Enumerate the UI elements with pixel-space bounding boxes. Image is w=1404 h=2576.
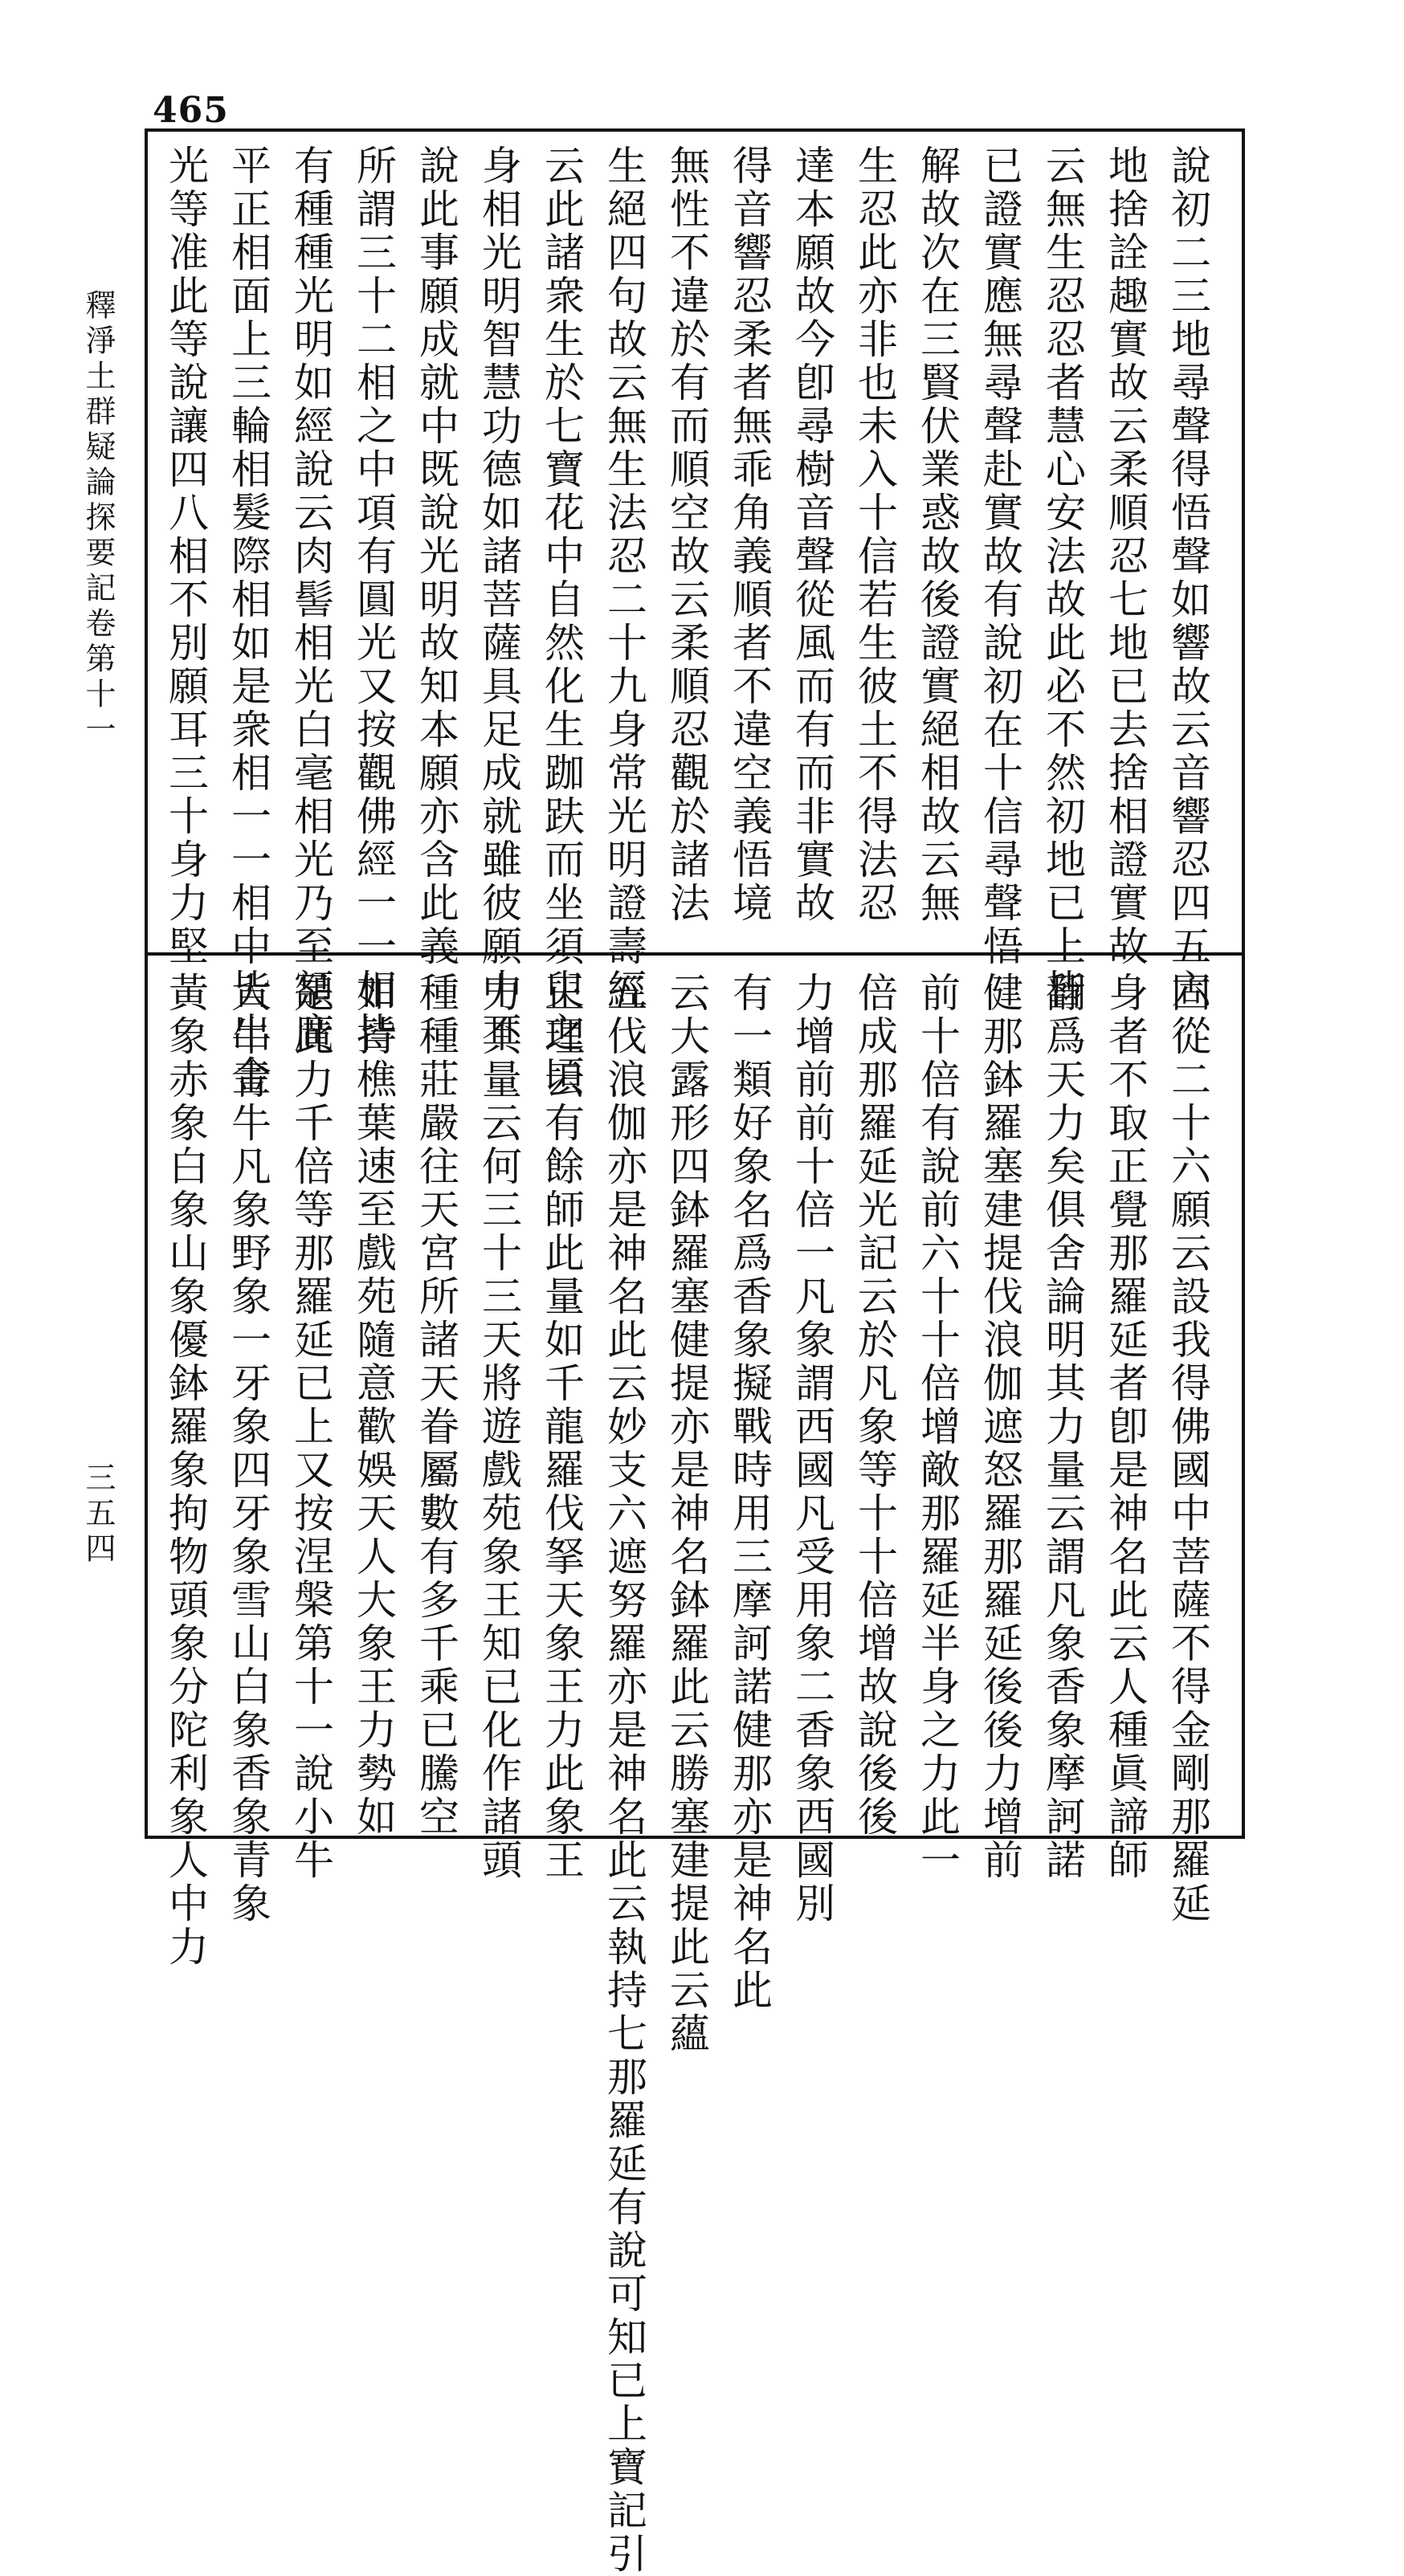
text-line: 前十倍有說前六十十倍增敵那羅延半身之力此一 xyxy=(914,972,961,1882)
text-line: 有一類好象名爲香象擬戰時用三摩訶諾健那亦是神名此 xyxy=(726,972,773,2012)
text-line: 身相光明智慧功德如諸菩薩具足成就雖彼願中不 xyxy=(475,145,522,1055)
text-line: 身者不取正覺那羅延者卽是神名此云人種眞諦師 xyxy=(1102,972,1149,1882)
text-line: 所謂三十二相之中項有圓光又按觀佛經一一相皆 xyxy=(350,145,397,1055)
lower-text-block xyxy=(162,972,1219,2576)
text-line: 有種種光明如經說云肉髻相光白毫相光乃至額廣 xyxy=(288,145,334,1055)
text-line: 倍成那羅延光記云於凡象等十十倍增故說後後 xyxy=(851,972,898,1839)
text-line: 五伐浪伽亦是神名此云妙支六遮努羅亦是神名此云執持七那羅延有說可知已上寶記引 xyxy=(601,972,647,2576)
text-line: 云此諸衆生於七寶花中自然化生跏趺而坐須臾之頃 xyxy=(538,145,585,1098)
text-line: 正理云有餘師此量如千龍羅伐拏天象王力此象王 xyxy=(538,972,585,1882)
text-line: 平正相面上三輪相髮際相如是衆相一一相中皆出金 xyxy=(225,145,271,1098)
text-line: 是此力千倍等那羅延已上又按涅槃第十一說小牛 xyxy=(288,972,334,1882)
text-line: 已證實應無尋聲赴實故有說初在十信尋聲悟 xyxy=(977,145,1023,968)
text-line: 生絕四句故云無生法忍二十九身常光明證壽經 xyxy=(601,145,647,1012)
text-line: 黃象赤象白象山象優鉢羅象拘物頭象分陀利象人中力 xyxy=(162,972,209,1969)
text-line: 說初二三地尋聲得悟聲如響故云音響忍四五六 xyxy=(1165,145,1211,1012)
text-line: 地捨詮趣實故云柔順忍七地已去捨相證實故 xyxy=(1102,145,1149,968)
upper-text-block xyxy=(162,145,1219,1098)
text-line: 光等准此等說讓四八相不別願耳三十身力堅 xyxy=(162,145,209,968)
text-line: 固從二十六願云設我得佛國中菩薩不得金剛那羅延 xyxy=(1165,972,1211,1926)
text-line: 得音響忍柔者無乖角義順者不違空義悟境 xyxy=(726,145,773,925)
text-line: 翻爲天力矣俱舍論明其力量云謂凡象香象摩訶諾 xyxy=(1039,972,1086,1882)
text-line: 健那鉢羅塞建提伐浪伽遮怒羅那羅延後後力增前 xyxy=(977,972,1023,1882)
running-header: 釋淨土群疑論探要記卷第十一 xyxy=(80,289,116,748)
text-line: 大牛青牛凡象野象一牙象四牙象雪山白象香象青象 xyxy=(225,972,271,1926)
text-line: 力其量云何三十三天將遊戲苑象王知已化作諸頭 xyxy=(475,972,522,1882)
text-line: 說此事願成就中既說光明故知本願亦含此義 xyxy=(413,145,459,968)
text-line: 種種莊嚴往天宮所諸天眷屬數有多千乘已騰空 xyxy=(413,972,459,1839)
page-number: 465 xyxy=(153,90,229,131)
text-line: 達本願故今卽尋樹音聲從風而有而非實故 xyxy=(789,145,835,925)
text-line: 力增前前十倍一凡象謂西國凡受用象二香象西國別 xyxy=(789,972,835,1926)
text-line: 云大露形四鉢羅塞健提亦是神名鉢羅此云勝塞建提此云蘊 xyxy=(663,972,710,2056)
folio-number: 三五四 xyxy=(80,1461,116,1567)
text-line: 解故次在三賢伏業惑故後證實絕相故云無 xyxy=(914,145,961,925)
text-line: 無性不違於有而順空故云柔順忍觀於諸法 xyxy=(663,145,710,925)
text-line: 云無生忍忍者慧心安法故此必不然初地已上皆 xyxy=(1039,145,1086,1012)
text-line: 如持樵葉速至戲苑隨意歡娛天人大象王力勢如 xyxy=(350,972,397,1839)
text-line: 生忍此亦非也未入十信若生彼土不得法忍 xyxy=(851,145,898,925)
